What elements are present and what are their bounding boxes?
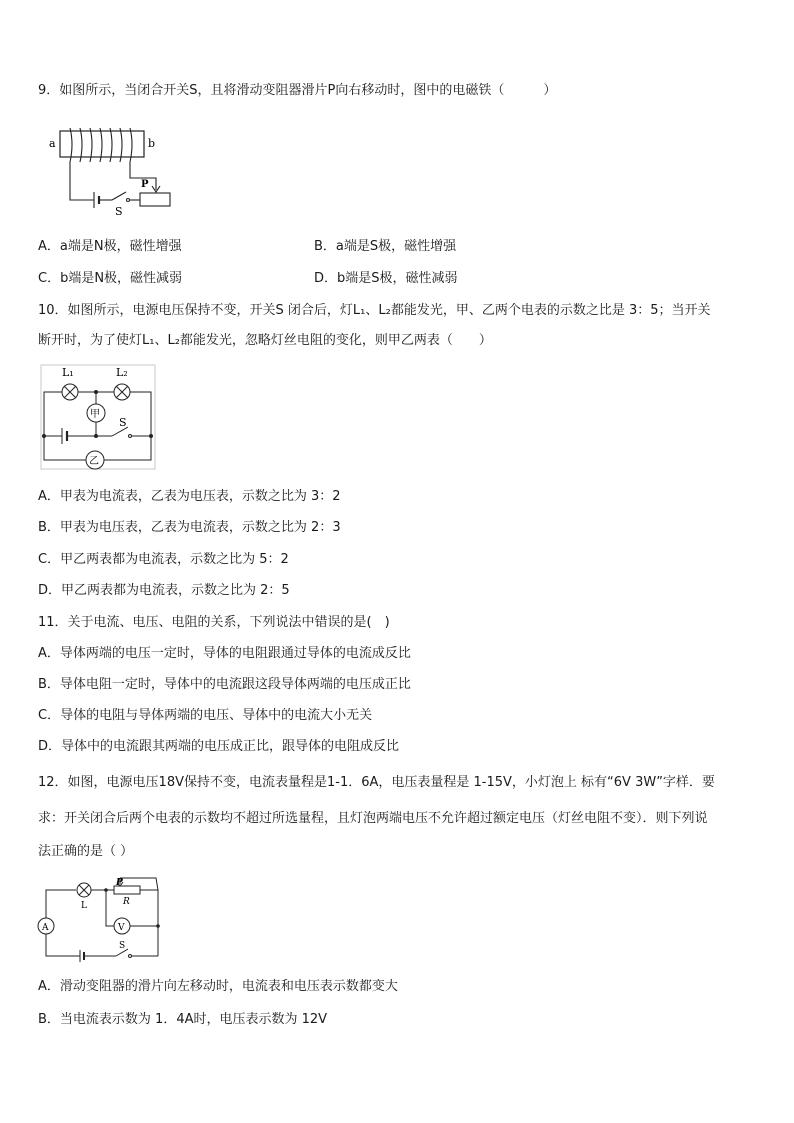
q10-option-b: B．甲表为电压表，乙表为电流表，示数之比为 2：3 <box>38 520 341 535</box>
q12-label-p: P <box>116 878 123 888</box>
q12-label-v: V <box>118 923 125 933</box>
q9-option-d: D．b端是S极，磁性减弱 <box>314 271 458 286</box>
q12-circuit-diagram <box>36 874 166 964</box>
q10-label-jia: 甲 <box>90 409 100 420</box>
q12-label-s: S <box>119 941 126 951</box>
q12-label-a: A <box>42 923 49 933</box>
q12-option-b: B．当电流表示数为 1．4A时，电压表示数为 12V <box>38 1012 328 1027</box>
q9-option-b: B．a端是S极，磁性增强 <box>314 239 457 254</box>
q12-stem-line3: 法正确的是（ ） <box>38 844 134 859</box>
q12-label-r: R <box>123 897 130 907</box>
q11-option-b: B．导体电阻一定时，导体中的电流跟这段导体两端的电压成正比 <box>38 677 411 692</box>
q9-label-p: P <box>141 179 149 190</box>
q10-label-l2: L₂ <box>116 366 128 379</box>
q9-label-b: b <box>148 137 156 150</box>
q10-option-a: A．甲表为电流表，乙表为电压表，示数之比为 3：2 <box>38 489 341 504</box>
q11-option-d: D．导体中的电流跟其两端的电压成正比，跟导体的电阻成反比 <box>38 739 400 754</box>
q9-option-a: A．a端是N极，磁性增强 <box>38 239 182 254</box>
q12-option-a: A．滑动变阻器的滑片向左移动时，电流表和电压表示数都变大 <box>38 979 398 994</box>
q12-stem-line2: 求：开关闭合后两个电表的示数均不超过所选量程，且灯泡两端电压不允许超过额定电压（灯丝电阻不变）．则下列说 <box>38 811 708 826</box>
q10-label-yi: 乙 <box>89 456 99 467</box>
q9-label-a: a <box>49 137 56 150</box>
q10-stem-line1: 10．如图所示，电源电压保持不变，开关S 闭合后，灯L₁、L₂都能发光，甲、乙两个电表的示数之比是 3：5；当开关 <box>38 303 711 318</box>
q12-stem-line1: 12．如图，电源电压18V保持不变，电流表量程是1-1．6A，电压表量程是 1-15V，小灯泡上 标有“6V 3W”字样．要 <box>38 775 715 790</box>
q10-label-l1: L₁ <box>62 366 74 379</box>
q10-circuit-diagram <box>40 362 158 472</box>
q11-stem: 11．关于电流、电压、电阻的关系，下列说法中错误的是( ) <box>38 615 390 630</box>
q10-stem-line2: 断开时，为了使灯L₁、L₂都能发光，忽略灯丝电阻的变化，则甲乙两表（ ） <box>38 333 492 348</box>
q10-label-s: S <box>119 416 127 429</box>
q10-option-c: C．甲乙两表都为电流表，示数之比为 5：2 <box>38 552 289 567</box>
q9-option-c: C．b端是N极，磁性减弱 <box>38 271 183 286</box>
q9-stem: 9．如图所示，当闭合开关S，且将滑动变阻器滑片P向右移动时，图中的电磁铁（ ） <box>38 83 557 98</box>
q9-electromagnet-diagram <box>44 120 184 220</box>
q9-label-s: S <box>115 205 123 218</box>
q12-label-l: L <box>81 901 87 911</box>
q11-option-a: A．导体两端的电压一定时，导体的电阻跟通过导体的电流成反比 <box>38 646 411 661</box>
q10-option-d: D．甲乙两表都为电流表，示数之比为 2：5 <box>38 583 290 598</box>
q11-option-c: C．导体的电阻与导体两端的电压、导体中的电流大小无关 <box>38 708 373 723</box>
